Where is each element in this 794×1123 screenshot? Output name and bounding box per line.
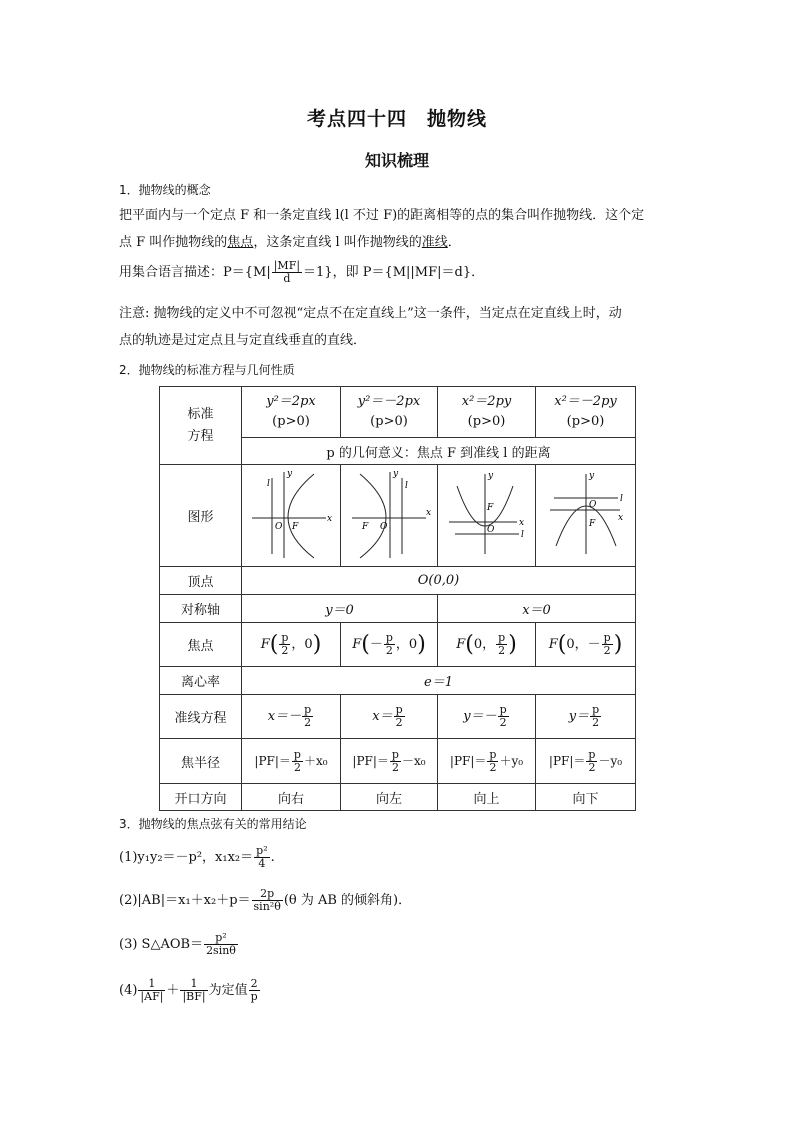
- row-label-directrix: 准线方程: [160, 695, 242, 739]
- row-label-focal-radius: 焦半径: [160, 739, 242, 784]
- definition-line-1: 把平面内与一个定点 F 和一条定直线 l(l 不过 F)的距离相等的点的集合叫作抛物线．这个定: [119, 208, 645, 223]
- eccentricity-value: e＝1: [242, 667, 636, 695]
- y-axis-label: y: [589, 470, 595, 481]
- origin-label: O: [487, 524, 495, 535]
- opening-4: 向下: [536, 784, 636, 811]
- y-axis-label: y: [286, 468, 292, 479]
- row-label-graph: 图形: [160, 465, 242, 567]
- note-line-2: 点的轨迹是过定点且与定直线垂直的直线．: [119, 333, 367, 348]
- conclusion-4: (4) $\frac{1}{|AF|}$ ＋ $\frac{1}{|BF|}$ 为定值 $\frac{2}{p}$: [119, 977, 258, 1003]
- directrix-cell-2: x＝ $\frac{p}{2}$: [341, 695, 438, 739]
- x-axis-label: x: [618, 512, 624, 523]
- conclusion-1: (1)y₁y₂＝－p²，x₁x₂＝ $\frac{\text{p²}}{4}$ .: [119, 844, 275, 870]
- directrix-label: l: [521, 529, 524, 540]
- origin-label: O: [274, 521, 282, 532]
- focus-cell-1: F( $\frac{p}{2}$ ，0): [242, 623, 341, 667]
- radius-cell-2: |PF|＝ $\frac{p}{2}$ －x₀: [341, 739, 438, 784]
- row-label-focus: 焦点: [160, 623, 242, 667]
- origin-label: O: [589, 499, 597, 510]
- equation-2: y²＝－2px (p>0): [341, 387, 438, 438]
- parabola-properties-table: [159, 386, 636, 811]
- definition-line-2: 点 F 叫作抛物线的焦点，这条定直线 l 叫作抛物线的准线．: [119, 235, 461, 250]
- opening-1: 向右: [242, 784, 341, 811]
- focus-label: F: [361, 521, 368, 532]
- focus-label: F: [589, 518, 596, 529]
- note-line-1: 注意: 抛物线的定义中不可忽视“定点不在定直线上”这一条件，当定点在定直线上时，动: [119, 306, 622, 321]
- conclusion-2: (2)|AB|＝x₁＋x₂＋p＝ $\frac{2p}{\text{sin²θ}}$ (θ 为 AB 的倾斜角)．: [119, 887, 412, 913]
- section-2-heading: 2．抛物线的标准方程与几何性质: [119, 363, 295, 377]
- directrix-label: l: [404, 480, 408, 491]
- directrix-cell-3: y＝－ $\frac{p}{2}$: [438, 695, 536, 739]
- opening-3: 向上: [438, 784, 536, 811]
- x-axis-label: x: [425, 507, 431, 518]
- vertex-value: O(0,0): [242, 567, 636, 595]
- directrix-label: l: [620, 493, 623, 504]
- focus-cell-3: F(0， $\frac{p}{2}$ ): [438, 623, 536, 667]
- p-meaning: p 的几何意义：焦点 F 到准线 l 的距离: [242, 438, 636, 465]
- equation-4: x²＝－2py (p>0): [536, 387, 636, 438]
- axis-value-2: x＝0: [438, 595, 636, 623]
- focus-term: 焦点: [227, 235, 254, 250]
- focus-cell-2: F(－ $\frac{p}{2}$ ，0): [341, 623, 438, 667]
- section-subtitle: 知识梳理: [364, 151, 429, 170]
- directrix-term: 准线: [421, 235, 448, 250]
- x-axis-label: x: [519, 517, 525, 528]
- row-label-vertex: 顶点: [160, 567, 242, 595]
- focus-label: F: [487, 502, 494, 513]
- conclusion-3: (3) S△AOB＝ $\frac{\text{p²}}{2\sin\theta}$: [119, 931, 236, 957]
- focus-label: F: [291, 521, 298, 532]
- row-label-equation: 标准方程: [160, 387, 242, 465]
- row-label-axis: 对称轴: [160, 595, 242, 623]
- row-label-eccentricity: 离心率: [160, 667, 242, 695]
- graph-right: [242, 465, 341, 567]
- parabola-down-graph: [538, 466, 633, 562]
- radius-cell-1: |PF|＝ $\frac{p}{2}$ ＋x₀: [242, 739, 341, 784]
- y-axis-label: y: [392, 468, 398, 479]
- row-label-opening: 开口方向: [160, 784, 242, 811]
- radius-cell-4: |PF|＝ $\frac{p}{2}$ －y₀: [536, 739, 636, 784]
- parabola-up-graph: [439, 466, 534, 562]
- radius-cell-3: |PF|＝ $\frac{p}{2}$ ＋y₀: [438, 739, 536, 784]
- parabola-left-graph: [342, 466, 437, 562]
- section-1-heading: 1．抛物线的概念: [119, 183, 211, 197]
- axis-value-1: y＝0: [242, 595, 438, 623]
- opening-2: 向左: [341, 784, 438, 811]
- y-axis-label: y: [488, 470, 494, 481]
- parabola-right-graph: [244, 466, 339, 562]
- graph-left: [341, 465, 438, 567]
- equation-1: y²＝2px (p>0): [242, 387, 341, 438]
- x-axis-label: x: [326, 513, 332, 524]
- set-description: 用集合语言描述：P＝{M| $\frac{|MF|}{d}$ ＝1}，即 P＝{M||MF|＝d}．: [119, 259, 485, 285]
- section-3-heading: 3．抛物线的焦点弦有关的常用结论: [119, 817, 307, 831]
- page-title: 考点四十四 抛物线: [306, 108, 487, 130]
- directrix-cell-4: y＝ $\frac{p}{2}$: [536, 695, 636, 739]
- focus-cell-4: F(0，－ $\frac{p}{2}$ ): [536, 623, 636, 667]
- equation-3: x²＝2py (p>0): [438, 387, 536, 438]
- origin-label: O: [379, 521, 387, 532]
- graph-down: [536, 465, 636, 567]
- graph-up: [438, 465, 536, 567]
- directrix-cell-1: x＝－ $\frac{p}{2}$: [242, 695, 341, 739]
- directrix-label: l: [266, 478, 270, 489]
